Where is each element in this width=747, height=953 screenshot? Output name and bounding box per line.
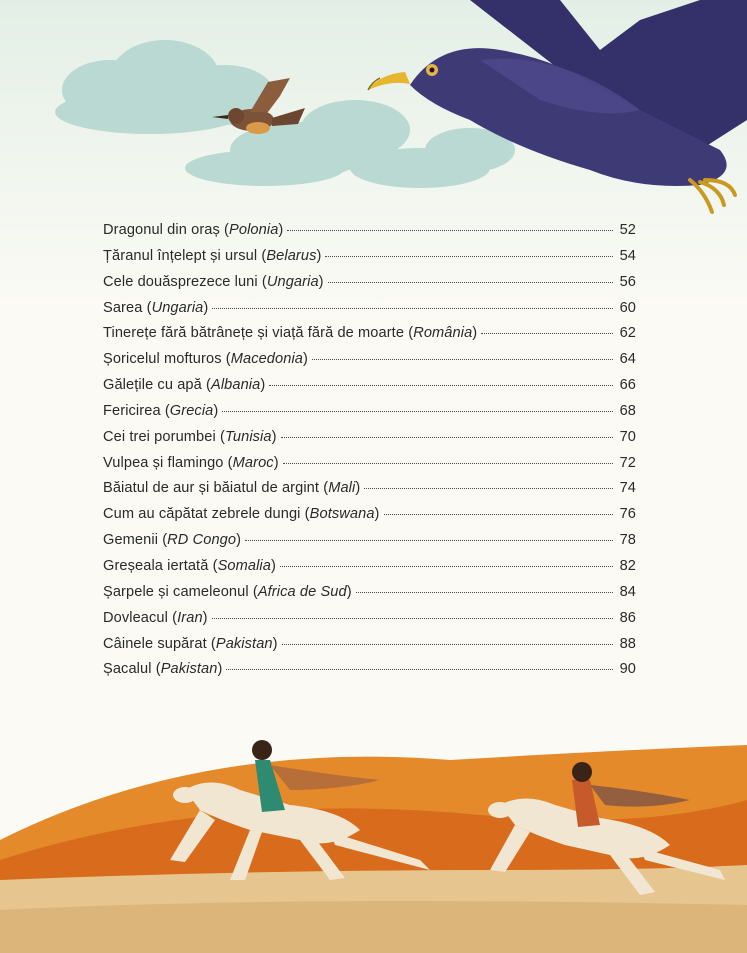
- page-number: 72: [619, 454, 636, 471]
- story-title: Tinerețe fără bătrânețe și viață fără de moarte: [103, 325, 405, 342]
- page-number: 60: [619, 299, 636, 316]
- toc-entry[interactable]: [103, 429, 636, 455]
- dot-leader: [328, 282, 613, 283]
- toc-entry-title: Șoricelul mofturos (Macedonia): [103, 351, 308, 368]
- story-title: Gălețile cu apă: [103, 377, 202, 394]
- toc-entry[interactable]: [103, 661, 636, 687]
- story-country: Maroc: [232, 454, 274, 471]
- story-country: RD Congo: [167, 532, 237, 549]
- toc-entry-title: Șarpele și cameleonul (Africa de Sud): [103, 583, 352, 600]
- page-number: 56: [619, 273, 636, 290]
- toc-entry[interactable]: [103, 532, 636, 558]
- story-country: Albania: [210, 377, 261, 394]
- dot-leader: [282, 644, 613, 645]
- page-number: 54: [619, 247, 636, 264]
- dot-leader: [481, 333, 613, 334]
- dot-leader: [384, 514, 614, 515]
- story-title: Șarpele și cameleonul: [103, 583, 249, 600]
- toc-entry-title: Sarea (Ungaria): [103, 299, 209, 316]
- toc-entry[interactable]: [103, 610, 636, 636]
- story-title: Șacalul: [103, 661, 152, 678]
- story-title: Cei trei porumbei: [103, 428, 216, 445]
- page-number: 68: [619, 402, 636, 419]
- story-country: Botswana: [309, 506, 375, 523]
- toc-entry[interactable]: [103, 506, 636, 532]
- table-of-contents: [103, 222, 636, 687]
- page-number: 90: [619, 661, 636, 678]
- toc-entry-title: Țăranul înțelept și ursul (Belarus): [103, 247, 322, 264]
- toc-entry-title: Vulpea și flamingo (Maroc): [103, 454, 279, 471]
- page-number: 74: [619, 480, 636, 497]
- story-country: Pakistan: [215, 635, 273, 652]
- toc-entry[interactable]: [103, 300, 636, 326]
- story-country: Pakistan: [160, 661, 218, 678]
- story-title: Câinele supărat: [103, 635, 207, 652]
- dot-leader: [226, 669, 613, 670]
- toc-entry[interactable]: [103, 351, 636, 377]
- toc-entry-title: Băiatul de aur și băiatul de argint (Mali): [103, 480, 361, 497]
- page-number: 78: [619, 532, 636, 549]
- dot-leader: [222, 411, 613, 412]
- sky-birds-illustration: [0, 0, 747, 230]
- dot-leader: [325, 256, 613, 257]
- page-number: 82: [619, 557, 636, 574]
- dot-leader: [280, 566, 613, 567]
- toc-entry[interactable]: [103, 636, 636, 662]
- page-number: 70: [619, 428, 636, 445]
- story-country: Ungaria: [266, 273, 319, 290]
- story-title: Țăranul înțelept și ursul: [103, 247, 258, 264]
- page-number: 76: [619, 506, 636, 523]
- toc-entry-title: Greșeala iertată (Somalia): [103, 557, 276, 574]
- page-number: 66: [619, 377, 636, 394]
- story-country: Africa de Sud: [257, 583, 347, 600]
- toc-entry[interactable]: [103, 248, 636, 274]
- story-title: Vulpea și flamingo: [103, 454, 224, 471]
- toc-entry-title: Dovleacul (Iran): [103, 609, 208, 626]
- story-title: Băiatul de aur și băiatul de argint: [103, 480, 320, 497]
- story-country: România: [413, 325, 473, 342]
- toc-entry[interactable]: [103, 222, 636, 248]
- toc-entry-title: Gălețile cu apă (Albania): [103, 377, 266, 394]
- story-title: Sarea: [103, 299, 143, 316]
- story-title: Fericirea: [103, 402, 161, 419]
- page-number: 84: [619, 583, 636, 600]
- desert-riders-illustration: [0, 720, 747, 953]
- story-country: Mali: [328, 480, 356, 497]
- toc-entry[interactable]: [103, 584, 636, 610]
- dot-leader: [364, 488, 613, 489]
- toc-entry-title: Dragonul din oraș (Polonia): [103, 222, 284, 238]
- page-number: 86: [619, 609, 636, 626]
- dot-leader: [356, 592, 613, 593]
- story-country: Tunisia: [224, 428, 272, 445]
- page-number: 62: [619, 325, 636, 342]
- story-title: Dovleacul: [103, 609, 168, 626]
- toc-entry-title: Șacalul (Pakistan): [103, 661, 223, 678]
- story-country: Iran: [177, 609, 203, 626]
- page-number: 64: [619, 351, 636, 368]
- toc-entry[interactable]: [103, 558, 636, 584]
- dot-leader: [269, 385, 613, 386]
- dot-leader: [212, 618, 613, 619]
- toc-entry[interactable]: [103, 274, 636, 300]
- dot-leader: [281, 437, 613, 438]
- story-country: Somalia: [217, 557, 271, 574]
- story-title: Cele douăsprezece luni: [103, 273, 258, 290]
- story-title: Cum au căpătat zebrele dungi: [103, 506, 301, 523]
- dot-leader: [283, 463, 613, 464]
- dot-leader: [312, 359, 613, 360]
- dot-leader: [245, 540, 613, 541]
- toc-entry[interactable]: [103, 455, 636, 481]
- story-title: Greșeala iertată: [103, 557, 209, 574]
- page-number: 88: [619, 635, 636, 652]
- toc-entry-title: Fericirea (Grecia): [103, 402, 219, 419]
- story-title: Gemenii: [103, 532, 159, 549]
- toc-entry-title: Cei trei porumbei (Tunisia): [103, 428, 277, 445]
- toc-entry-title: Cele douăsprezece luni (Ungaria): [103, 273, 324, 290]
- story-title: Dragonul din oraș: [103, 222, 220, 238]
- page-number: 52: [619, 222, 636, 238]
- toc-entry-title: Gemenii (RD Congo): [103, 532, 242, 549]
- toc-entry[interactable]: [103, 325, 636, 351]
- story-country: Macedonia: [230, 351, 304, 368]
- toc-entry-title: Tinerețe fără bătrânețe și viață fără de moarte (România): [103, 325, 478, 342]
- dot-leader: [212, 308, 613, 309]
- toc-entry[interactable]: [103, 377, 636, 403]
- story-country: Ungaria: [151, 299, 204, 316]
- toc-entry-title: Câinele supărat (Pakistan): [103, 635, 278, 652]
- story-title: Șoricelul mofturos: [103, 351, 222, 368]
- story-country: Grecia: [169, 402, 214, 419]
- toc-entry-title: Cum au căpătat zebrele dungi (Botswana): [103, 506, 380, 523]
- toc-entry[interactable]: [103, 403, 636, 429]
- story-country: Belarus: [266, 247, 317, 264]
- toc-entry[interactable]: [103, 480, 636, 506]
- dot-leader: [287, 230, 613, 231]
- story-country: Polonia: [229, 222, 279, 238]
